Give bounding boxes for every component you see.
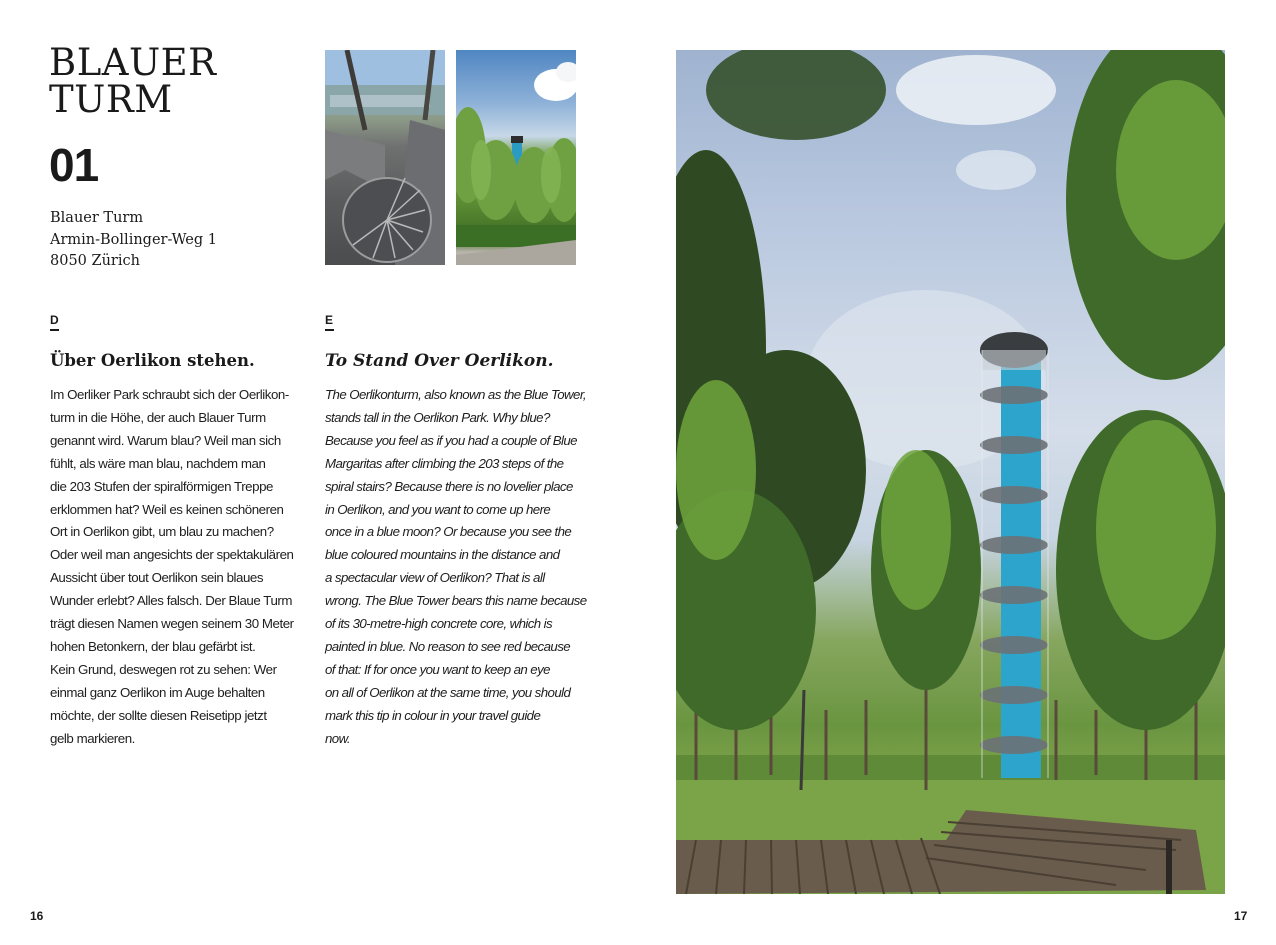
- title-line: TURM: [49, 78, 173, 121]
- body-line: trägt diesen Namen wegen seinem 30 Meter: [50, 616, 294, 632]
- address-city: 8050 Zürich: [50, 253, 140, 269]
- body-line: once in a blue moon? Or because you see the: [325, 524, 572, 540]
- body-line: mark this tip in colour in your travel guide: [325, 707, 541, 723]
- body-line: gelb markieren.: [50, 730, 135, 746]
- page-number-left: 16: [30, 909, 44, 923]
- body-line: of its 30-metre-high concrete core, which is: [325, 616, 553, 632]
- body-line: turm in die Höhe, der auch Blauer Turm: [50, 409, 266, 425]
- body-line: on all of Oerlikon at the same time, you should: [325, 684, 571, 700]
- language-marker-english: E: [325, 313, 334, 331]
- title-line: BLAUER: [49, 41, 217, 84]
- page-number-right: 17: [1234, 909, 1248, 923]
- tower-among-trees-photo: [456, 50, 576, 265]
- body-line: Margaritas after climbing the 203 steps of the: [325, 455, 564, 471]
- address-name: Blauer Turm: [50, 210, 144, 226]
- spiral-staircase-photo: [325, 50, 445, 265]
- body-text-english: [325, 384, 587, 751]
- subtitle-german: Über Oerlikon stehen.: [50, 351, 255, 370]
- body-line: Im Oerliker Park schraubt sich der Oerlikon-: [50, 387, 289, 402]
- body-line: painted in blue. No reason to see red because: [325, 638, 571, 654]
- body-line: Because you feel as if you had a couple of Blue: [325, 432, 577, 448]
- body-line: now.: [325, 730, 350, 746]
- body-line: Ort in Oerlikon gibt, um blau zu machen?: [50, 524, 274, 540]
- body-line: spiral stairs? Because there is no lovelier place: [325, 478, 573, 494]
- body-line: Kein Grund, deswegen rot zu sehen: Wer: [50, 661, 277, 677]
- address-block: [50, 208, 217, 273]
- body-line: a spectacular view of Oerlikon? That is all: [325, 570, 545, 586]
- body-line: Oder weil man angesichts der spektakulären: [50, 547, 294, 563]
- entry-number: 01: [49, 139, 99, 191]
- body-line: Aussicht über tout Oerlikon sein blaues: [50, 570, 264, 586]
- body-line: of that: If for once you want to keep an eye: [325, 661, 550, 677]
- language-marker-german: D: [50, 313, 59, 331]
- body-line: The Oerlikonturm, also known as the Blue Tower,: [325, 387, 587, 402]
- body-line: stands tall in the Oerlikon Park. Why blue?: [325, 409, 550, 425]
- body-text-german: [50, 384, 294, 751]
- address-street: Armin-Bollinger-Weg 1: [50, 231, 217, 248]
- body-line: erklommen hat? Weil es keinen schöneren: [50, 501, 284, 517]
- subtitle-english: To Stand Over Oerlikon.: [325, 351, 554, 371]
- body-line: hohen Betonkern, der blau gefärbt ist.: [50, 638, 256, 654]
- body-line: Wunder erlebt? Alles falsch. Der Blaue Turm: [50, 593, 293, 609]
- body-line: wrong. The Blue Tower bears this name because: [325, 593, 587, 609]
- page-title: [49, 41, 217, 121]
- body-line: die 203 Stufen der spiralförmigen Treppe: [50, 478, 273, 494]
- body-line: fühlt, als wäre man blau, nachdem man: [50, 455, 266, 471]
- body-line: in Oerlikon, and you want to come up here: [325, 501, 551, 517]
- body-line: möchte, der sollte diesen Reisetipp jetzt: [50, 707, 267, 723]
- body-line: genannt wird. Warum blau? Weil man sich: [50, 432, 281, 448]
- blue-tower-park-photo: [676, 50, 1225, 894]
- body-line: einmal ganz Oerlikon im Auge behalten: [50, 684, 265, 700]
- body-line: blue coloured mountains in the distance and: [325, 547, 560, 563]
